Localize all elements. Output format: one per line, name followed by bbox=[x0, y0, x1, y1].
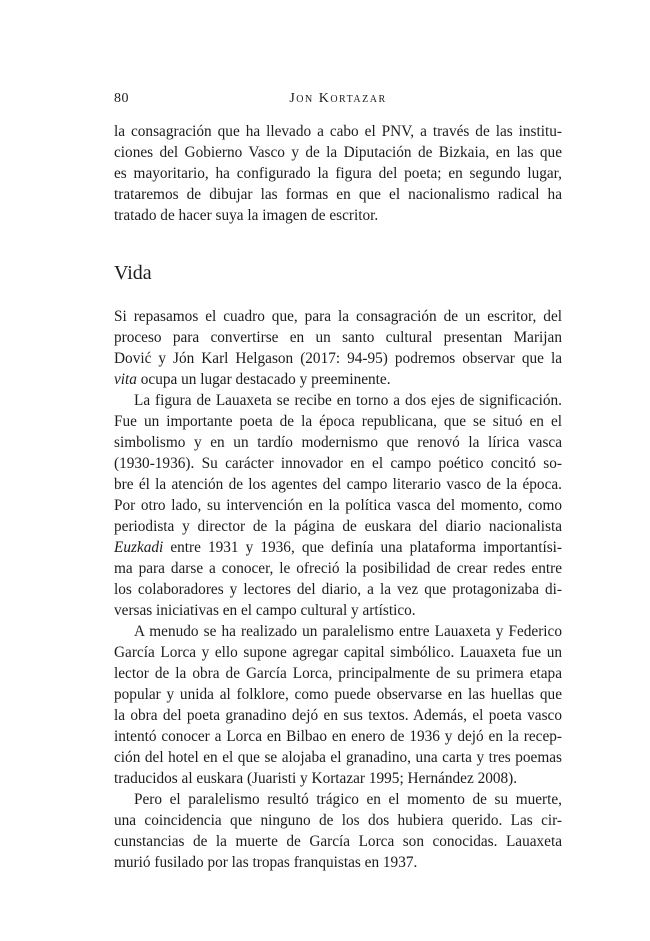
text-line: traducidos al euskara (Juaristi y Kortazar 1995; Hernández 2008). bbox=[114, 770, 518, 787]
text-line: cunstancias de la muerte de García Lorca son conocidas. Lauaxeta bbox=[114, 833, 562, 850]
text-line: periodista y director de la página de euskara del diario nacionalista bbox=[114, 518, 562, 535]
body-text bbox=[114, 306, 562, 873]
text-line: intentó conocer a Lorca en Bilbao en enero de 1936 y dejó en la recep- bbox=[114, 728, 562, 745]
text-line: versas iniciativas en el campo cultural y artístico. bbox=[114, 602, 416, 619]
text-line: simbolismo y en un tardío modernismo que renovó la lírica vasca bbox=[114, 434, 562, 451]
text-line: Por otro lado, su intervención en la política vasca del momento, como bbox=[114, 497, 562, 514]
text-line: ción del hotel en el que se alojaba el granadino, una carta y tres poemas bbox=[114, 749, 562, 766]
text-line: Si repasamos el cuadro que, para la consagración de un escritor, del bbox=[114, 308, 562, 325]
text-line bbox=[114, 369, 562, 390]
line-text: ocupa un lugar destacado y preeminente. bbox=[136, 371, 391, 388]
section-heading: Vida bbox=[114, 262, 152, 284]
text-line: (1930-1936). Su carácter innovador en el campo poético concitó so- bbox=[114, 455, 562, 472]
text-line: murió fusilado por las tropas franquistas en 1937. bbox=[114, 854, 418, 871]
running-header bbox=[114, 91, 562, 113]
text-line: ma para darse a conocer, le ofreció la posibilidad de crear redes entre bbox=[114, 560, 562, 577]
text-line: La figura de Lauaxeta se recibe en torno a dos ejes de significación. bbox=[134, 392, 562, 409]
text-line: ciones del Gobierno Vasco y de la Diputación de Bizkaia, en las que bbox=[114, 144, 562, 161]
italic-term: vita bbox=[114, 371, 137, 388]
italic-term: Euzkadi bbox=[114, 539, 164, 556]
text-line: A menudo se ha realizado un paralelismo entre Lauaxeta y Federico bbox=[134, 623, 562, 640]
text-line: García Lorca y ello supone agregar capital simbólico. Lauaxeta fue un bbox=[114, 644, 562, 661]
text-line: tratado de hacer suya la imagen de escritor. bbox=[114, 207, 379, 224]
text-line: la obra del poeta granadino dejó en sus textos. Además, el poeta vasco bbox=[114, 707, 562, 724]
line-text: entre 1931 y 1936, que definía una plataforma importantísi- bbox=[163, 539, 562, 556]
text-line: la consagración que ha llevado a cabo el PNV, a través de las institu- bbox=[114, 123, 562, 140]
text-line: los colaboradores y lectores del diario, a la vez que protagonizaba di- bbox=[114, 581, 562, 598]
running-head-author: Jon Kortazar bbox=[289, 91, 387, 106]
text-line: Fue un importante poeta de la época republicana, que se situó en el bbox=[114, 413, 562, 430]
text-line: proceso para convertirse en un santo cultural presentan Marijan bbox=[114, 329, 562, 346]
text-line: trataremos de dibujar las formas en que el nacionalismo radical ha bbox=[114, 186, 562, 203]
text-line: lector de la obra de García Lorca, principalmente de su primera etapa bbox=[114, 665, 562, 682]
text-line: una coincidencia que ninguno de los dos hubiera querido. Las cir- bbox=[114, 812, 562, 829]
text-line bbox=[114, 537, 562, 558]
text-line: es mayoritario, ha configurado la figura del poeta; en segundo lugar, bbox=[114, 165, 562, 182]
text-line: popular y unida al folklore, como puede observarse en las huellas que bbox=[114, 686, 562, 703]
text-line: bre él la atención de los agentes del campo literario vasco de la época. bbox=[114, 476, 562, 493]
text-line: Pero el paralelismo resultó trágico en el momento de su muerte, bbox=[134, 791, 562, 808]
text-line: Dović y Jón Karl Helgason (2017: 94-95) podremos observar que la bbox=[114, 350, 562, 367]
intro-paragraph bbox=[114, 121, 562, 226]
page-number: 80 bbox=[114, 91, 129, 106]
